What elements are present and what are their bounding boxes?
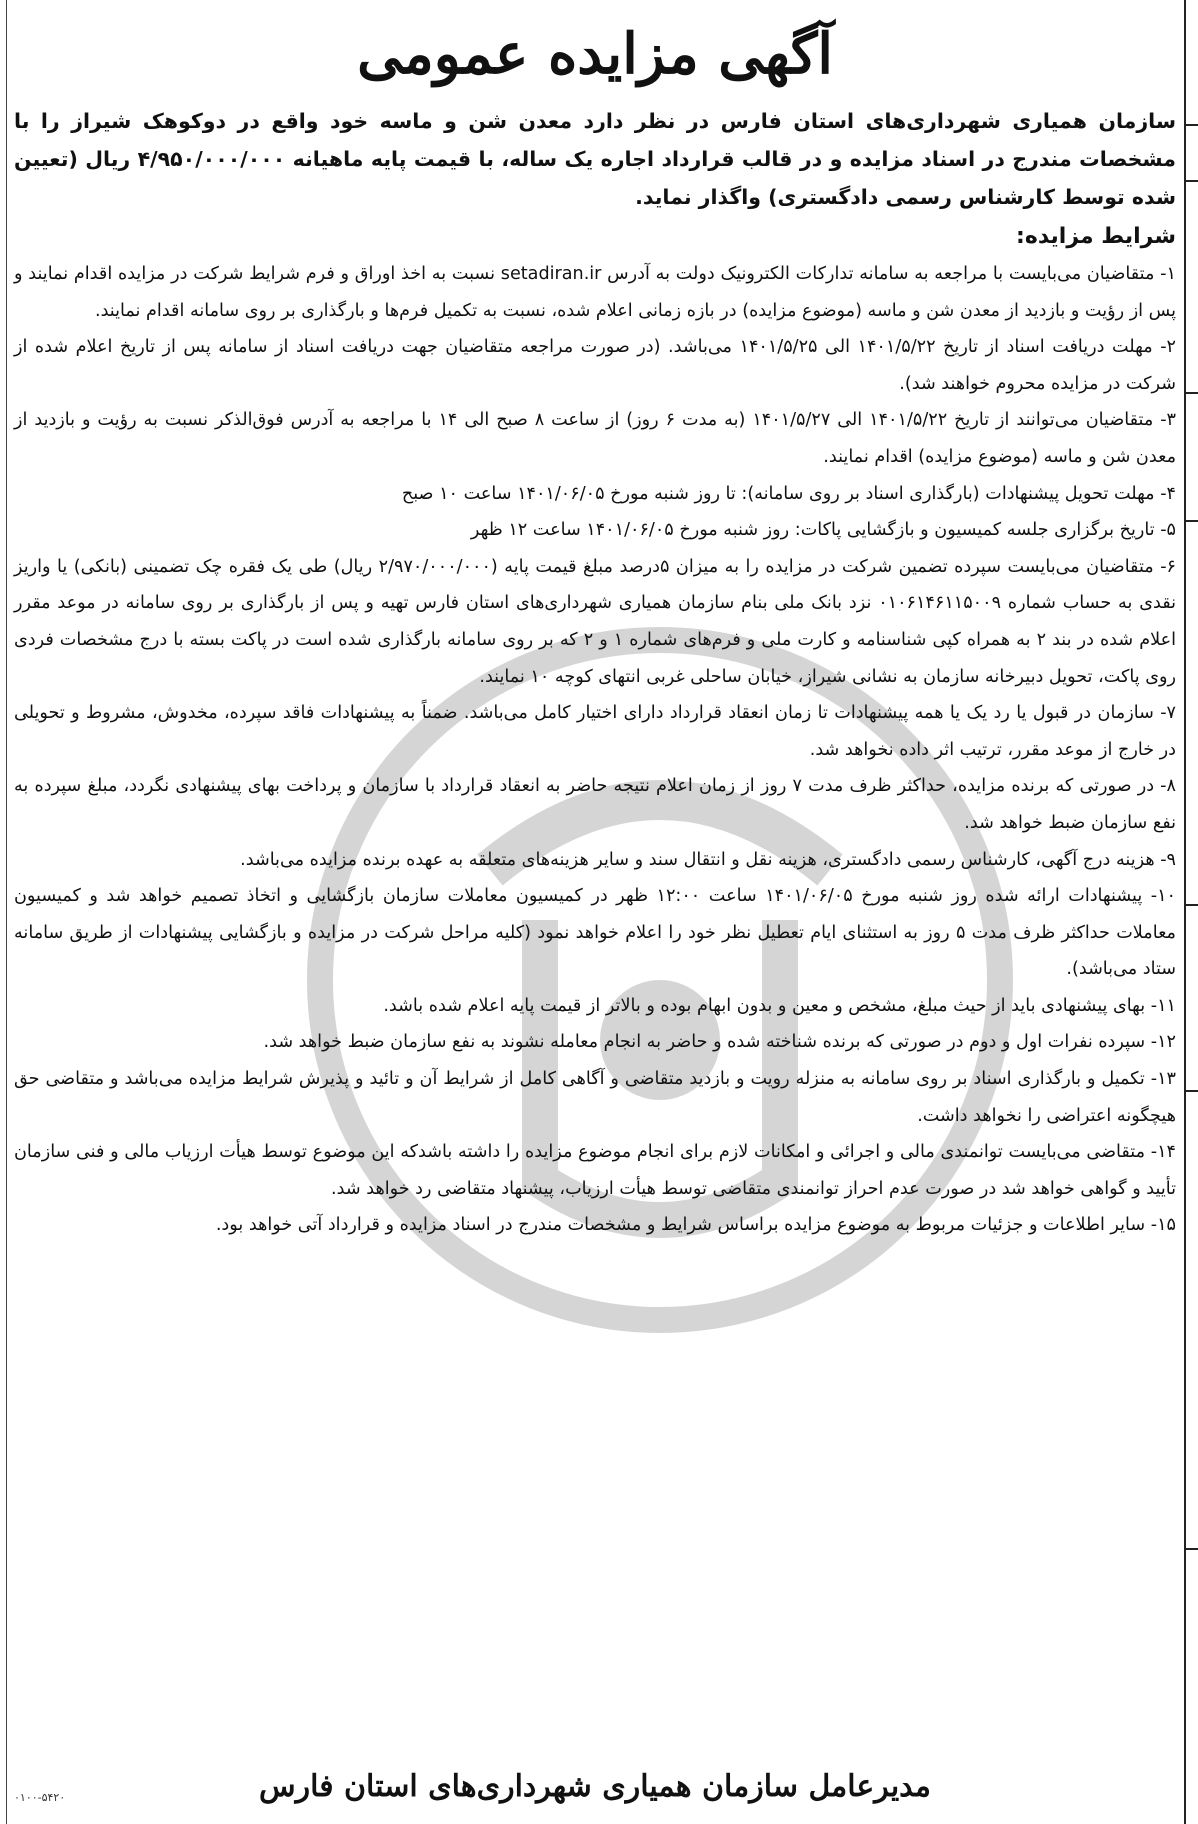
condition-item: ۳- متقاضیان می‌توانند از تاریخ ۱۴۰۱/۵/۲۲ الی ۱۴۰۱/۵/۲۷ (به مدت ۶ روز) از ساعت ۸ صبح الی ۱۴ با مراجعه به آدرس فوق‌الذکر نسبت به رؤیت و بازدید از معدن شن و ماسه (موضوع مزایده) اقدام نمایند. xyxy=(14,410,1176,467)
condition-item: ۱۰- پیشنهادات ارائه شده روز شنبه مورخ ۱۴۰۱/۰۶/۰۵ ساعت ۱۲:۰۰ ظهر در کمیسیون معاملات سازمان بازگشایی و اتخاذ تصمیم خواهد شد و کمیسیون معاملات حداکثر ظرف مدت ۵ روز به استثنای ایام تعطیل نظر خود را اعلام خواهد نمود (کلیه مراحل شرکت در مزایده و بازگشایی پیشنهادات از طریق سامانه ستاد می‌باشد). xyxy=(14,886,1177,980)
intro-paragraph: سازمان همیاری شهرداری‌های استان فارس در نظر دارد معدن شن و ماسه خود واقع در دوکوهک شیراز را با مشخصات مندرج در اسناد مزایده و در قالب قرارداد اجاره یک ساله، با قیمت پایه ماهیانه ۴/۹۵۰/۰۰۰/۰۰۰ ریال (تعیین شده توسط کارشناس رسمی دادگستری) واگذار نماید. xyxy=(14,109,1176,209)
footer xyxy=(14,1764,1176,1810)
signature: مدیرعامل سازمان همیاری شهرداری‌های استان فارس xyxy=(258,1769,931,1804)
condition-item: ۱- متقاضیان می‌بایست با مراجعه به سامانه تدارکات الکترونیک دولت به آدرس setadiran.ir نسبت به اخذ اوراق و فرم شرایط شرکت در مزایده اقدام نمایند و پس از رؤیت و بازدید از معدن شن و ماسه (موضوع مزایده) در بازه زمانی اعلام شده، نسبت به تکمیل فرم‌ها و بارگذاری بر روی سامانه اقدام نمایند. xyxy=(14,264,1176,321)
right-margin-rule xyxy=(1184,0,1198,1824)
condition-item: ۱۴- متقاضی می‌بایست توانمندی مالی و اجرائی و امکانات لازم برای انجام موضوع مزایده را داشته باشدکه این موضوع توسط هیأت ارزیاب مالی و فنی سازمان تأیید و گواهی خواهد شد در صورت عدم احراز توانمندی متقاضی توسط هیأت ارزیاب، پیشنهاد متقاضی رد خواهد شد. xyxy=(14,1142,1176,1199)
announcement-title: آگهی مزایده عمومی xyxy=(357,21,833,87)
condition-item: ۲- مهلت دریافت اسناد از تاریخ ۱۴۰۱/۵/۲۲ الی ۱۴۰۱/۵/۲۵ می‌باشد. (در صورت مراجعه متقاضیان جهت دریافت اسناد از سامانه پس از تاریخ اعلام شده از شرکت در مزایده محروم خواهند شد). xyxy=(14,337,1176,394)
condition-item: ۱۵- سایر اطلاعات و جزئیات مربوط به موضوع مزایده براساس شرایط و مشخصات مندرج در اسناد مزایده و قرارداد آتی خواهد بود. xyxy=(215,1215,1176,1236)
announcement-page xyxy=(14,6,1176,1824)
condition-item: ۴- مهلت تحویل پیشنهادات (بارگذاری اسناد بر روی سامانه): تا روز شنبه مورخ ۱۴۰۱/۰۶/۰۵ ساعت ۱۰ صبح xyxy=(401,483,1176,504)
condition-item: ۱۳- تکمیل و بارگذاری اسناد بر روی سامانه به منزله رویت و بازدید متقاضی و آگاهی کامل از شرایط آن و تائید و پذیرش شرایط مزایده می‌باشد و متقاضی حق هیچگونه اعتراضی را نخواهد داشت. xyxy=(14,1069,1176,1126)
condition-item: ۷- سازمان در قبول یا رد یک یا همه پیشنهادات تا زمان انعقاد قرارداد دارای اختیار کامل می‌باشد. ضمناً به پیشنهادات فاقد سپرده، مخدوش، مشروط و تحویلی در خارج از موعد مقرر، ترتیب اثر داده نخواهد شد. xyxy=(14,703,1176,760)
condition-item: ۸- در صورتی که برنده مزایده، حداکثر ظرف مدت ۷ روز از زمان اعلام نتیجه حاضر به انعقاد قرارداد با سازمان و پرداخت بهای پیشنهادی نگردد، مبلغ سپرده به نفع سازمان ضبط خواهد شد. xyxy=(14,776,1176,833)
condition-item: ۱۲- سپرده نفرات اول و دوم در صورتی که برنده شناخته شده و حاضر به انجام معامله نشوند به نفع سازمان ضبط خواهد شد. xyxy=(263,1032,1176,1053)
ad-code: ۰۱۰۰-۵۴۲۰ xyxy=(14,1791,66,1804)
condition-item: ۱۱- بهای پیشنهادی باید از حیث مبلغ، مشخص و معین و بدون ابهام بوده و بالاتر از قیمت پایه اعلام شده باشد. xyxy=(383,995,1176,1016)
conditions-heading: شرایط مزایده: xyxy=(1016,224,1176,249)
condition-item: ۶- متقاضیان می‌بایست سپرده تضمین شرکت در مزایده را به میزان ۵درصد مبلغ قیمت پایه (۲/۹۷۰/۰۰۰/۰۰۰ ریال) طی یک فقره چک تضمینی (بانکی) یا واریز نقدی به حساب شماره ۰۱۰۶۱۴۶۱۱۵۰۰۹ نزد بانک ملی بنام سازمان همیاری شهرداری‌های استان فارس تهیه و پس از بارگذاری بر روی سامانه در موعد مقرر اعلام شده در بند ۲ به همراه کپی شناسنامه و کارت ملی و فرم‌های شماره ۱ و ۲ که بر روی سامانه بارگذاری شده است در پاکت بسته با درج مشخصات فردی روی پاکت، تحویل دبیرخانه سازمان به نشانی شیراز، خیابان ساحلی غربی انتهای کوچه ۱۰ نمایند. xyxy=(14,556,1176,687)
condition-item: ۵- تاریخ برگزاری جلسه کمیسیون و بازگشایی پاکات: روز شنبه مورخ ۱۴۰۱/۰۶/۰۵ ساعت ۱۲ ظهر xyxy=(470,520,1176,541)
left-margin-rule xyxy=(0,0,7,1824)
condition-item: ۹- هزینه درج آگهی، کارشناس رسمی دادگستری، هزینه نقل و انتقال سند و سایر هزینه‌های متعلقه به عهده برنده مزایده می‌باشد. xyxy=(240,849,1176,870)
